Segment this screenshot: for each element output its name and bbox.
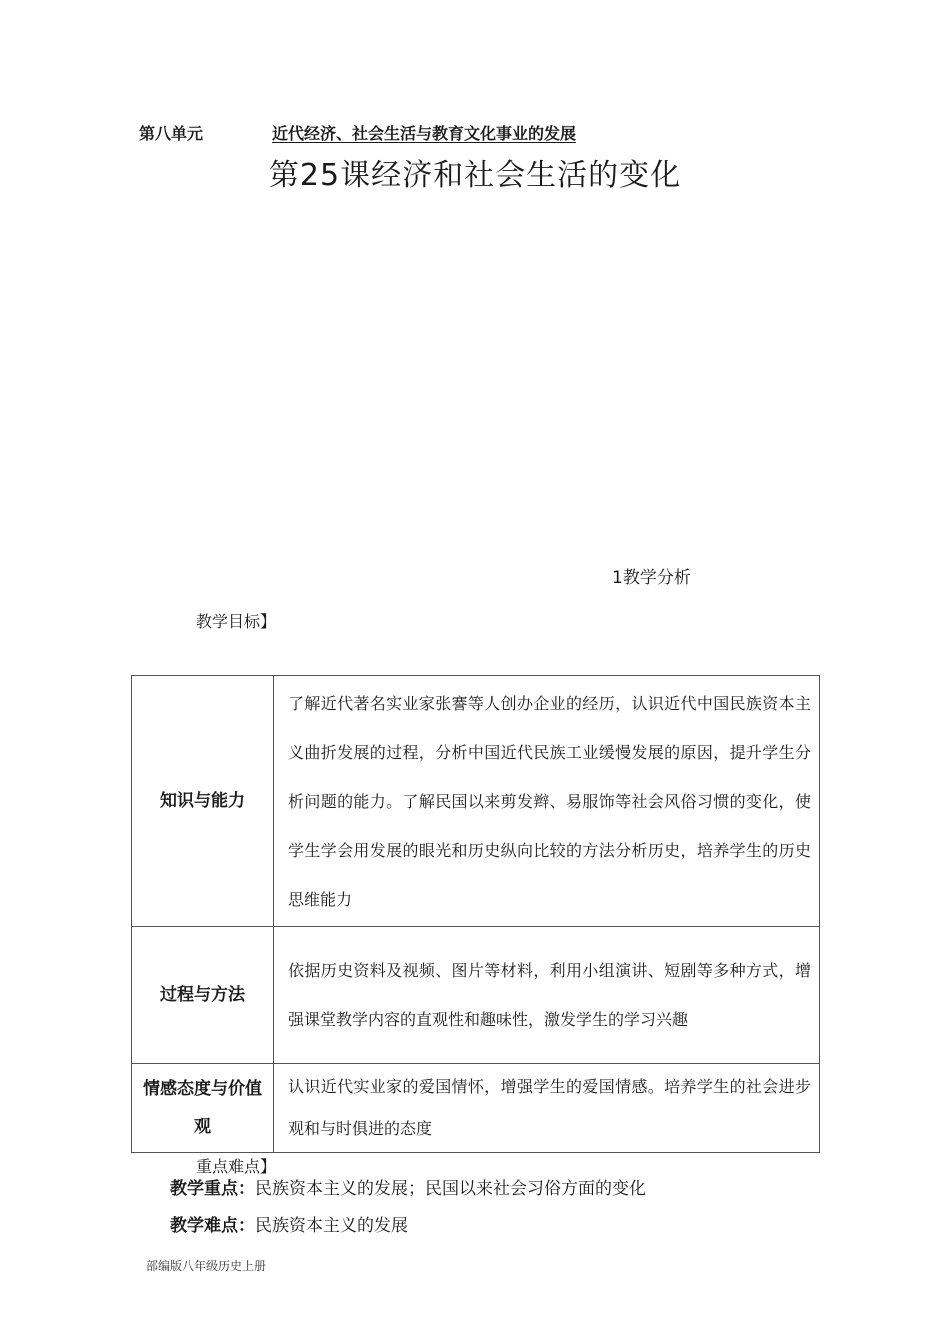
focus-label: 重点难点】 <box>196 1157 277 1176</box>
goal-category: 过程与方法 <box>132 927 274 1064</box>
unit-title: 近代经济、社会生活与教育文化事业的发展 <box>272 124 577 143</box>
goal-description: 了解近代著名实业家张謇等人创办企业的经历，认识近代中国民族资本主义曲折发展的过程，分析中国近代民族工业缓慢发展的原因，提升学生分析问题的能力。了解民国以来剪发辫、易服饰等社会风俗习惯的变化，使学生学会用发展的眼光和历史纵向比较的方法分析历史，培养学生的历史思维能力 <box>274 676 820 927</box>
footer-text: 部编版八年级历史上册 <box>146 1259 267 1273</box>
unit-label: 第八单元 <box>139 124 204 143</box>
table-row <box>132 1064 820 1153</box>
table-row <box>132 676 820 927</box>
goals-label: 教学目标】 <box>196 612 277 631</box>
section-heading: 1教学分析 <box>612 568 691 588</box>
goal-description: 依据历史资料及视频、图片等材料，利用小组演讲、短剧等多种方式，增强课堂教学内容的直观性和趣味性，激发学生的学习兴趣 <box>274 927 820 1064</box>
difficult-point <box>170 1211 408 1236</box>
goal-description: 认识近代实业家的爱国情怀，增强学生的爱国情感。培养学生的社会进步观和与时俱进的态度 <box>274 1064 820 1153</box>
key-point-text: 民族资本主义的发展；民国以来社会习俗方面的变化 <box>255 1179 646 1199</box>
goal-category: 知识与能力 <box>132 676 274 927</box>
teaching-goals-table <box>131 675 820 1153</box>
key-point-label: 教学重点： <box>170 1179 255 1199</box>
lesson-title: 第25课经济和社会生活的变化 <box>268 158 682 193</box>
goal-category: 情感态度与价值观 <box>132 1064 274 1153</box>
difficult-point-label: 教学难点： <box>170 1216 255 1236</box>
table-row <box>132 927 820 1064</box>
key-point <box>170 1174 646 1199</box>
difficult-point-text: 民族资本主义的发展 <box>255 1216 408 1236</box>
